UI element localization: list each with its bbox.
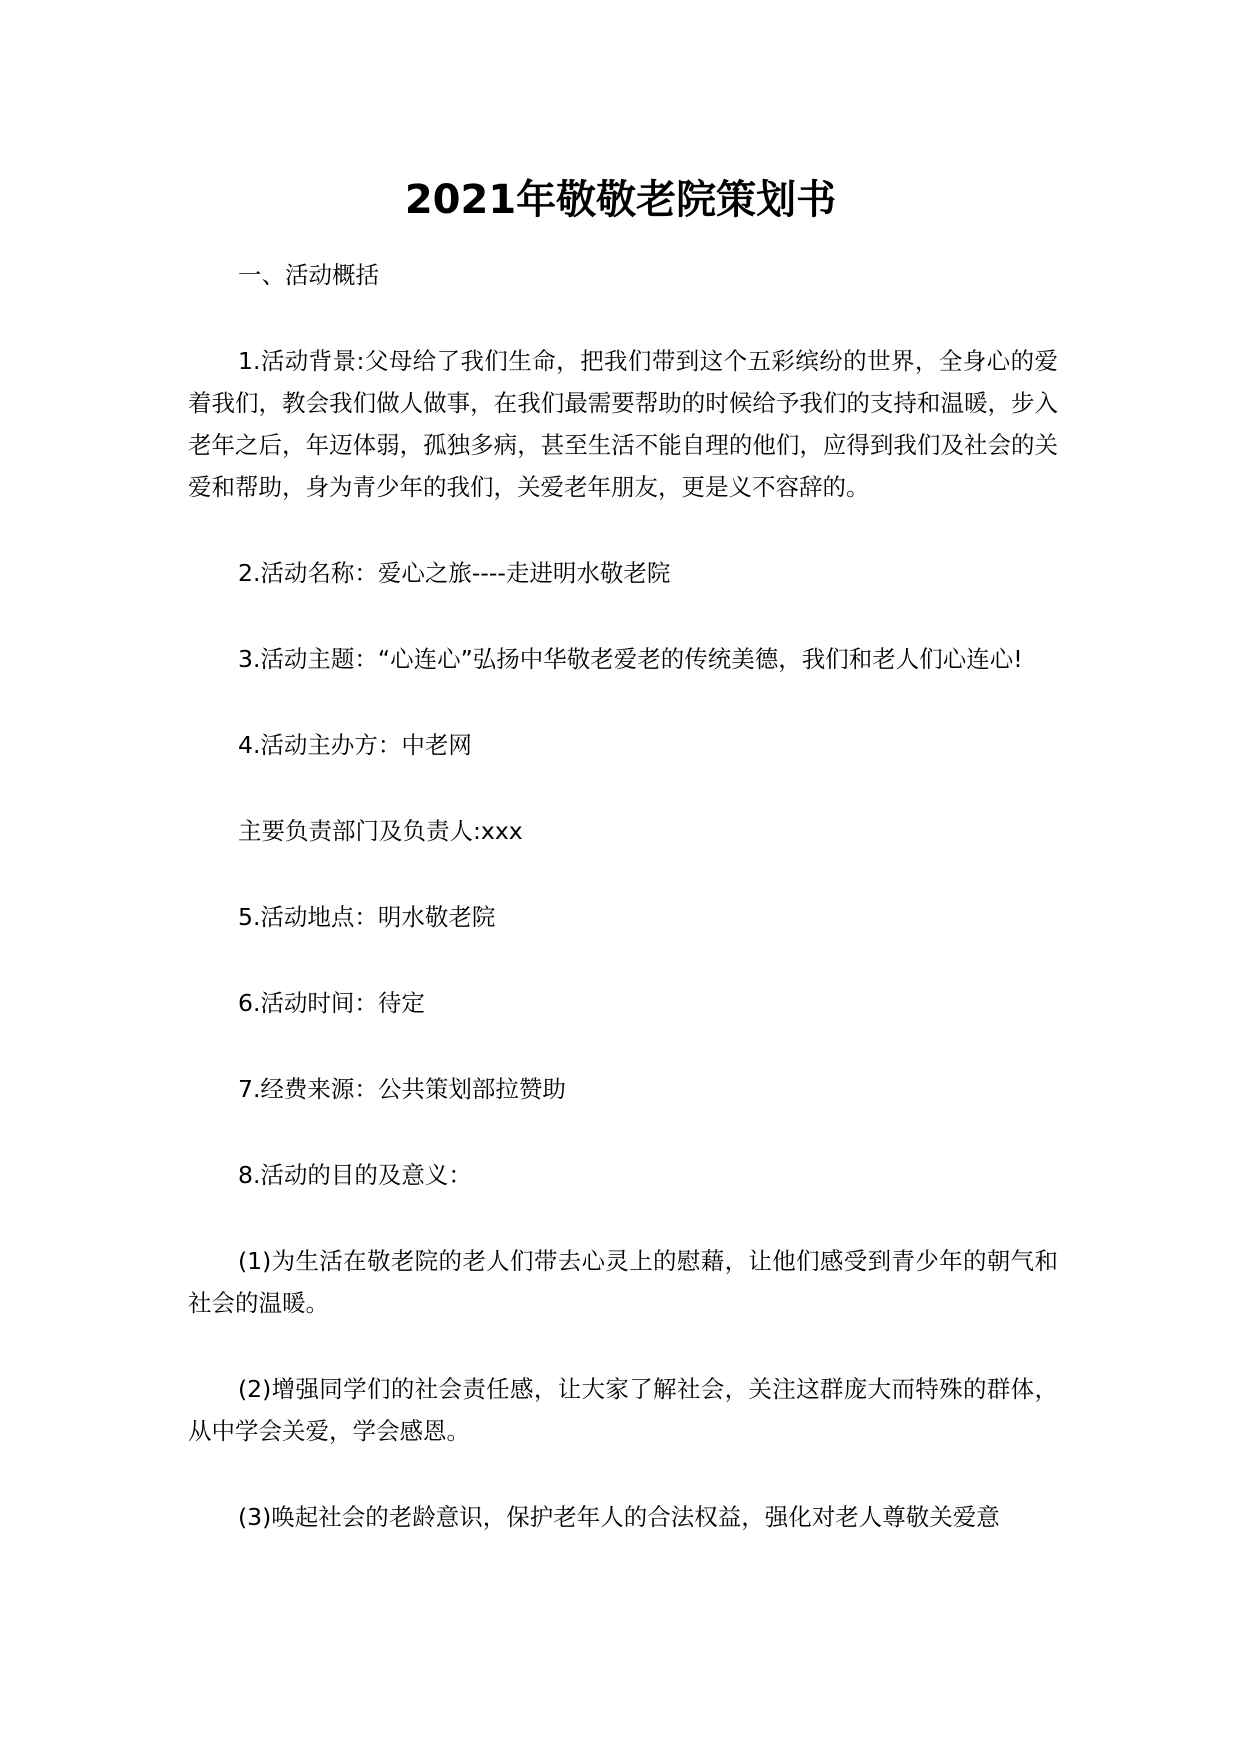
section-heading: 一、活动概括 [238, 261, 379, 289]
paragraph-purpose-1: (1)为生活在敬老院的老人们带去心灵上的慰藉，让他们感受到青少年的朝气和社会的温暖。 [188, 1247, 1058, 1317]
paragraph-purpose-heading: 8.活动的目的及意义： [238, 1161, 472, 1189]
paragraph-location: 5.活动地点：明水敬老院 [238, 903, 496, 931]
paragraph-activity-name: 2.活动名称：爱心之旅----走进明水敬老院 [238, 559, 671, 587]
paragraph-background: 1.活动背景:父母给了我们生命，把我们带到这个五彩缤纷的世界，全身心的爱着我们，教会我们做人做事，在我们最需要帮助的时候给予我们的支持和温暖，步入老年之后，年迈体弱，孤独多病，甚至生活不能自理的他们，应得到我们及社会的关爱和帮助，身为青少年的我们，关爱老年朋友，更是义不容辞的。 [188, 347, 1058, 501]
document-body [188, 254, 1058, 1582]
document-title: 2021年敬敬老院策划书 [404, 177, 837, 223]
paragraph-responsible: 主要负责部门及负责人:xxx [238, 817, 523, 845]
paragraph-purpose-2: (2)增强同学们的社会责任感，让大家了解社会，关注这群庞大而特殊的群体，从中学会关爱，学会感恩。 [188, 1375, 1058, 1445]
paragraph-organizer: 4.活动主办方：中老网 [238, 731, 472, 759]
paragraph-activity-theme: 3.活动主题：“心连心”弘扬中华敬老爱老的传统美德，我们和老人们心连心! [238, 645, 1023, 673]
paragraph-time: 6.活动时间：待定 [238, 989, 425, 1017]
paragraph-funding: 7.经费来源：公共策划部拉赞助 [238, 1075, 566, 1103]
paragraph-purpose-3: (3)唤起社会的老龄意识，保护老年人的合法权益，强化对老人尊敬关爱意 [238, 1503, 1000, 1531]
